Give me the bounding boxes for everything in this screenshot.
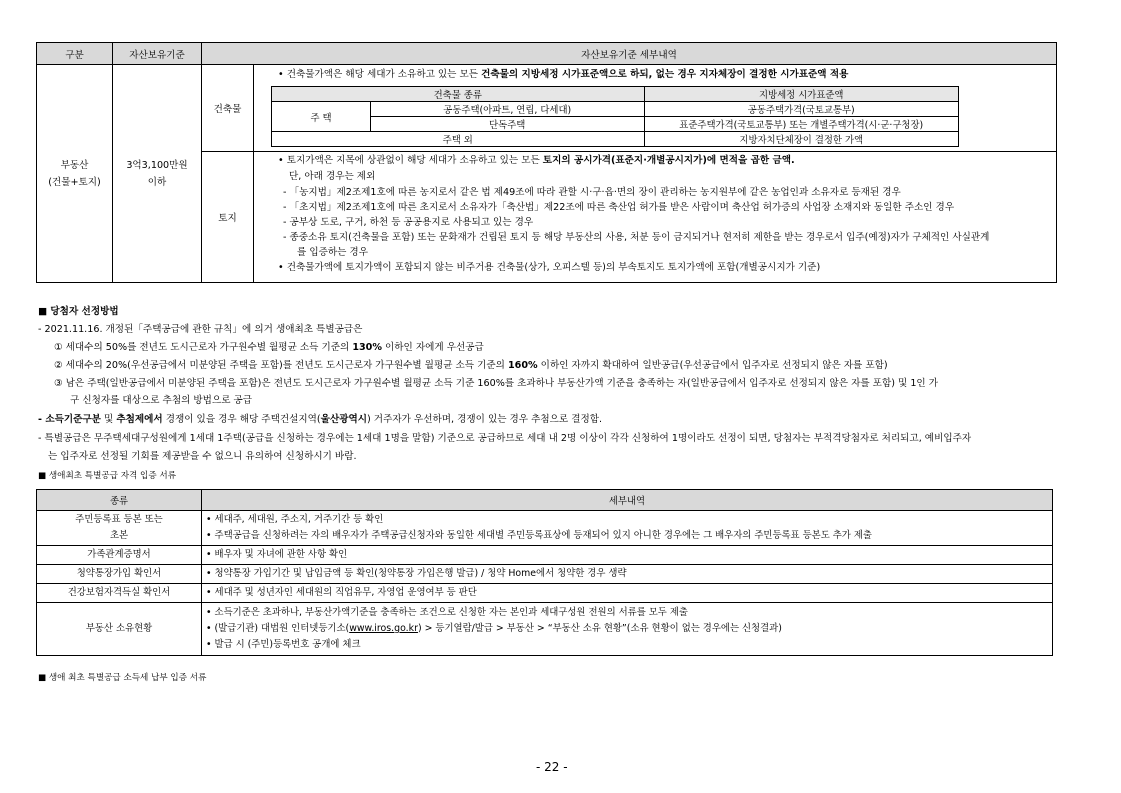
realestate-detail-2: [206, 621, 1048, 637]
building-rule: [254, 65, 1056, 82]
building-rule-bold: 건축물의 지방세정 시가표준액으로 하되, 없는 경우 지자체장이 결정한 시가표준액 적용: [481, 69, 849, 80]
realestate-detail-2-text: • (발급기관) 대법원 인터넷등기소(: [206, 623, 350, 634]
selection-p6-text-f: ) 거주자가 우선하며, 경쟁이 있는 경우 추첨으로 결정함.: [367, 414, 603, 425]
income-docs-title: ■ 생애 최초 특별공급 소득세 납부 입증 서류: [38, 673, 207, 683]
table-header-row: [37, 43, 1057, 65]
land-label: 토지: [202, 152, 254, 283]
selection-p8: 는 입주자로 선정될 기회를 제공받을 수 없으니 유의하여 신청하시기 바람.: [48, 451, 357, 462]
selection-p6-text-b: 및: [100, 414, 117, 425]
doc-kind: 부동산 소유현황: [37, 603, 202, 656]
land-note: • 건축물가액에 토지가액이 포함되지 않는 비주거용 건축물(상가, 오피스텔 등)의 부속토지도 토지가액에 포함(개별공시지가 기준): [278, 262, 821, 273]
page-number: - 22 -: [536, 760, 568, 774]
doc-details: [202, 511, 1053, 546]
doc-details: [202, 603, 1053, 656]
selection-p6-bold-a: - 소득기준구분: [38, 414, 101, 425]
doc-detail-line-2: • 주택공급을 신청하려는 자의 배우자가 주택공급신청자와 동일한 세대별 주민등록표상에 등재되어 있지 아니한 경우에는 그 배우자의 주민등록표 등본도 추가 제출: [206, 530, 872, 541]
doc-details: • 세대주 및 성년자인 세대원의 직업유무, 자영업 운영여부 등 판단: [202, 584, 1053, 603]
asset-criteria-table: [36, 42, 1057, 283]
doc-kind-line-1: 주민등록표 등본 또는: [75, 514, 163, 525]
row1-price: 공동주택가격(국토교통부): [644, 102, 959, 117]
selection-p6-bold-e: 울산광역시: [320, 414, 368, 425]
row3-price: 지방자치단체장이 결정한 가액: [644, 132, 959, 147]
category-line-2: (건물+토지): [48, 176, 101, 188]
selection-p3-tail: 이하인 자까지 확대하여 일반공급(우선공급에서 입주자로 선정되지 않은 자를 포함): [537, 360, 888, 371]
selection-p6: [38, 412, 602, 428]
land-rule-text: • 토지가액은 지목에 상관없이 해당 세대가 소유하고 있는 모든: [278, 155, 543, 166]
building-rule-text: • 건축물가액은 해당 세대가 소유하고 있는 모든: [278, 69, 482, 80]
row1-kind: 공동주택(아파트, 연립, 다세대): [371, 102, 645, 117]
inner-header-kind: 건축물 종류: [272, 87, 645, 102]
criterion-line-2: 이하: [147, 176, 167, 188]
selection-p3-bold: 160%: [507, 360, 538, 371]
doc-detail-line-1: • 세대주, 세대원, 주소지, 거주기간 등 확인: [206, 514, 384, 525]
doc-details: • 배우자 및 자녀에 관한 사항 확인: [202, 546, 1053, 565]
selection-p5: 구 신청자를 대상으로 추첨의 방법으로 공급: [70, 395, 253, 406]
selection-p4: ③ 남은 주택(일반공급에서 미분양된 주택을 포함)은 전년도 도시근로자 가구원수별 월평균 소득 기준 160%를 초과하나 부동산가액 기준을 충족하는 자(일반공급에서 입주자로 선정되지 않은 자를 포함) 및 1인 가: [54, 378, 939, 389]
selection-p1: - 2021.11.16. 개정된「주택공급에 관한 규칙」에 의거 생애최초 특별공급은: [38, 324, 363, 335]
table-row: [37, 584, 1053, 603]
land-exception-2: - 「초지법」제2조제1호에 따른 초지로서 소유자가「축산법」제22조에 따른 축산업 허가를 받은 사람이며 축산업 허가증의 사업장 소재지와 동일한 주소인 경우: [283, 202, 955, 213]
selection-p2: [54, 340, 484, 356]
selection-p3-text: ② 세대수의 20%(우선공급에서 미분양된 주택을 포함)를 전년도 도시근로자 가구원수별 월평균 소득 기준의: [54, 360, 508, 371]
iros-link[interactable]: www.iros.go.kr: [349, 623, 418, 634]
land-exception-1: - 「농지법」제2조제1호에 따른 농지로서 같은 법 제49조에 따라 관할 시·구·읍·면의 장이 관리하는 농지원부에 같은 농업인과 소유자로 등재된 경우: [283, 187, 901, 198]
realestate-detail-1: • 소득기준은 초과하나, 부동산가액기준을 충족하는 조건으로 신청한 자는 본인과 세대구성원 전원의 서류를 모두 제출: [206, 607, 688, 618]
doc-details: • 청약통장 가입기간 및 납입금액 등 확인(청약통장 가입은행 발급) / 청약 Home에서 청약한 경우 생략: [202, 565, 1053, 584]
inner-header-price: 지방세정 시가표준액: [644, 87, 959, 102]
doc-kind: 가족관계증명서: [37, 546, 202, 565]
selection-p2-bold: 130%: [352, 342, 382, 353]
row2-kind: 단독주택: [371, 117, 645, 132]
land-exception-intro: 단, 아래 경우는 제외: [289, 171, 376, 182]
table-row: [37, 511, 1053, 546]
realestate-detail-3: • 발급 시 (주민)등록번호 공개에 체크: [206, 639, 361, 650]
selection-p2-text: ① 세대수의 50%를 전년도 도시근로자 가구원수별 월평균 소득 기준의: [54, 342, 353, 353]
row2-price: 표준주택가격(국토교통부) 또는 개별주택가격(시·군·구청장): [644, 117, 959, 132]
land-exception-4: - 종중소유 토지(건축물을 포함) 또는 문화재가 건립된 토지 등 해당 부동산의 사용, 처분 등이 금지되거나 현저히 제한을 받는 경우로서 입주(예정)자가 구체적인 사실관계: [283, 232, 990, 243]
category-line-1: 부동산: [60, 159, 89, 171]
doc-kind-line-2: 초본: [109, 530, 129, 541]
land-exception-3: - 공부상 도로, 구거, 하천 등 공공용지로 사용되고 있는 경우: [283, 217, 534, 228]
documents-table: [36, 489, 1053, 656]
selection-p2-tail: 이하인 자에게 우선공급: [381, 342, 484, 353]
category-cell: [37, 65, 113, 283]
table-row: [37, 546, 1053, 565]
criterion-line-1: 3억3,100만원: [126, 159, 188, 171]
building-price-table: [271, 86, 959, 147]
selection-p3: [54, 358, 888, 374]
building-label: 건축물: [202, 65, 254, 152]
building-details: [254, 65, 1057, 152]
documents-header-row: [37, 490, 1053, 511]
documents-header-details: 세부내역: [202, 490, 1053, 511]
realestate-detail-2-tail: ) > 등기열람/발급 > 부동산 > “부동산 소유 현황”(소유 현황이 없는 경우에는 신청결과): [417, 623, 782, 634]
header-details: 자산보유기준 세부내역: [202, 43, 1057, 65]
docs-title: ■ 생애최초 특별공급 자격 입증 서류: [38, 471, 177, 481]
row3-kind: 주택 외: [272, 132, 645, 147]
selection-p6-text-d: 경쟁이 있을 경우 해당 주택건설지역(: [162, 414, 321, 425]
criterion-cell: [113, 65, 202, 283]
land-details: [254, 152, 1057, 283]
header-criterion: 자산보유기준: [113, 43, 202, 65]
doc-kind: [37, 511, 202, 546]
doc-kind: 청약통장가입 확인서: [37, 565, 202, 584]
selection-p6-bold-c: 추첨제에서: [116, 414, 163, 425]
land-exception-4-cont: 를 입증하는 경우: [297, 247, 368, 258]
doc-kind: 건강보험자격득실 확인서: [37, 584, 202, 603]
house-label: 주 택: [272, 102, 371, 132]
land-rule: [254, 153, 1056, 168]
table-row: [37, 565, 1053, 584]
land-rule-bold: 토지의 공시가격(표준지·개별공시지가)에 면적을 곱한 금액.: [542, 155, 795, 166]
documents-header-kind: 종류: [37, 490, 202, 511]
selection-title: ■ 당첨자 선정방법: [38, 306, 119, 317]
selection-p7: - 특별공급은 무주택세대구성원에게 1세대 1주택(공급을 신청하는 경우에는 1세대 1명을 말함) 기준으로 공급하므로 세대 내 2명 이상이 각각 신청하여 1명이라도 선정이 되면, 당첨자는 부적격당첨자로 처리되고, 예비입주자: [38, 433, 972, 444]
table-row: [37, 603, 1053, 656]
header-category: 구분: [37, 43, 113, 65]
